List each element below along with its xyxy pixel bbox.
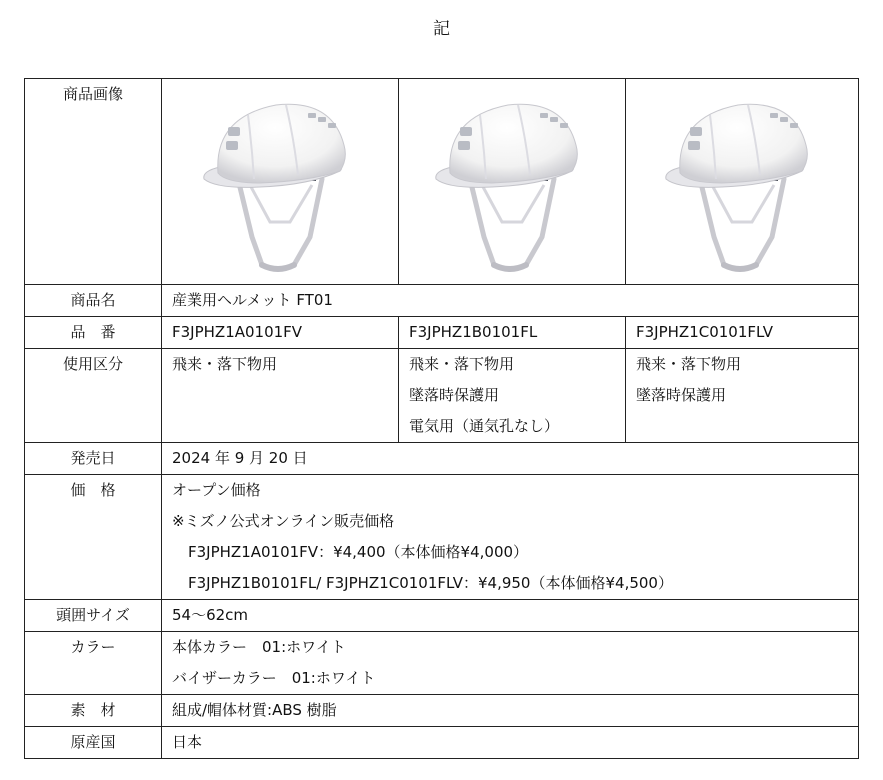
helmet-image-2 (422, 87, 602, 277)
label-head-size: 頭囲サイズ (25, 600, 162, 632)
label-product-number: 品 番 (25, 317, 162, 349)
row-usage (25, 349, 859, 443)
row-product-number (25, 317, 859, 349)
helmet-image-1 (190, 87, 370, 277)
color-line: バイザーカラー 01:ホワイト (172, 669, 376, 687)
value-usage-3 (626, 349, 859, 443)
value-release-date: 2024 年 9 月 20 日 (162, 443, 859, 475)
label-material: 素 材 (25, 695, 162, 727)
image-cell-2 (399, 79, 626, 285)
value-product-name: 産業用ヘルメット FT01 (162, 285, 859, 317)
price-line: F3JPHZ1B0101FL/ F3JPHZ1C0101FLV：¥4,950（本体価格¥4,500） (188, 574, 673, 592)
usage-1-line: 飛来・落下物用 (172, 355, 278, 373)
spec-table (24, 78, 859, 759)
label-color: カラー (25, 632, 162, 695)
row-product-name (25, 285, 859, 317)
value-head-size: 54～62cm (162, 600, 859, 632)
label-price: 価 格 (25, 475, 162, 600)
image-cell-3 (626, 79, 859, 285)
label-usage: 使用区分 (25, 349, 162, 443)
usage-2-line: 飛来・落下物用 (409, 355, 515, 373)
helmet-image-3 (652, 87, 832, 277)
row-release-date (25, 443, 859, 475)
row-product-image (25, 79, 859, 285)
row-color (25, 632, 859, 695)
usage-3-line: 飛来・落下物用 (636, 355, 742, 373)
label-product-name: 商品名 (25, 285, 162, 317)
value-product-number-3: F3JPHZ1C0101FLV (626, 317, 859, 349)
row-price (25, 475, 859, 600)
image-cell-1 (162, 79, 399, 285)
color-line: 本体カラー 01:ホワイト (172, 638, 346, 656)
label-origin: 原産国 (25, 727, 162, 759)
usage-3-line: 墜落時保護用 (636, 386, 727, 404)
price-line: F3JPHZ1A0101FV：¥4,400（本体価格¥4,000） (188, 543, 529, 561)
value-price (162, 475, 859, 600)
label-product-image: 商品画像 (25, 79, 162, 285)
row-head-size (25, 600, 859, 632)
section-heading: 記 (433, 19, 450, 39)
value-color (162, 632, 859, 695)
price-line: ※ミズノ公式オンライン販売価格 (172, 512, 395, 530)
value-product-number-1: F3JPHZ1A0101FV (162, 317, 399, 349)
usage-2-line: 電気用（通気孔なし） (409, 417, 560, 435)
row-origin (25, 727, 859, 759)
usage-2-line: 墜落時保護用 (409, 386, 500, 404)
row-material (25, 695, 859, 727)
value-material: 組成/帽体材質:ABS 樹脂 (162, 695, 859, 727)
price-line: オープン価格 (172, 481, 261, 499)
value-usage-2 (399, 349, 626, 443)
value-usage-1 (162, 349, 399, 443)
value-origin: 日本 (162, 727, 859, 759)
label-release-date: 発売日 (25, 443, 162, 475)
value-product-number-2: F3JPHZ1B0101FL (399, 317, 626, 349)
